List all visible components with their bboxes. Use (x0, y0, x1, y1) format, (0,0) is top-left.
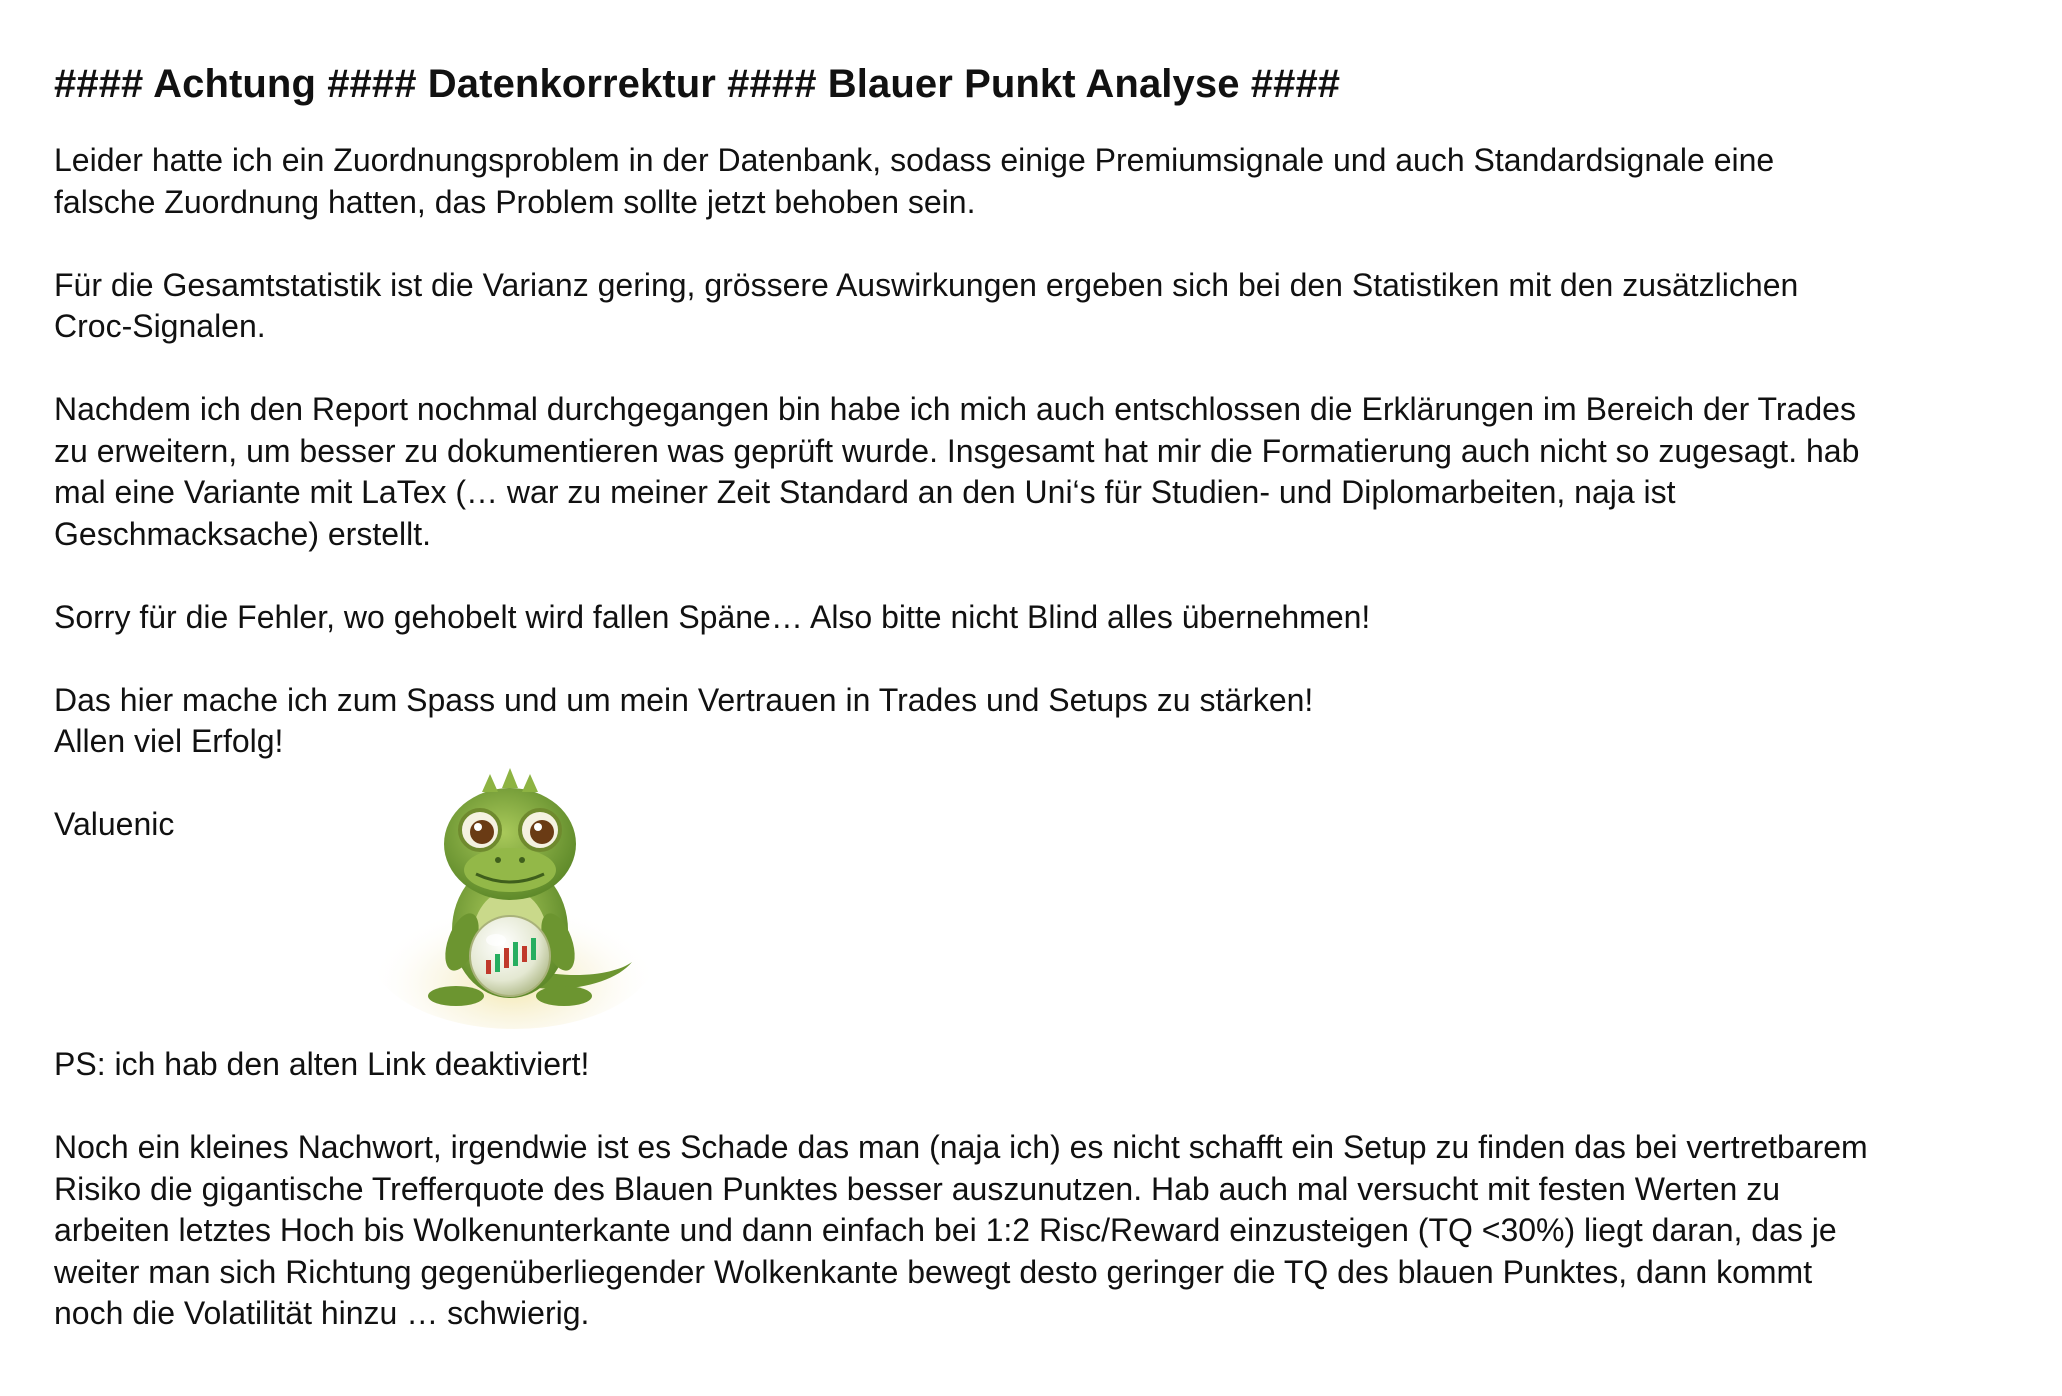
paragraph-line: arbeiten letztes Hoch bis Wolkenunterkante und dann einfach bei 1:2 Risc/Reward einzusteigen (TQ <30%) liegt daran, das je (54, 1212, 1837, 1248)
paragraph-line: Das hier mache ich zum Spass und um mein Vertrauen in Trades und Setups zu stärken! (54, 681, 1314, 718)
paragraph-line: Risiko die gigantische Trefferquote des Blauen Punktes besser auszunutzen. Hab auch mal versucht mit festen Werten zu (54, 1170, 1780, 1207)
paragraph-line: falsche Zuordnung hatten, das Problem sollte jetzt behoben sein. (54, 183, 976, 220)
paragraph-line: Für die Gesamtstatistik ist die Varianz gering, grössere Auswirkungen ergeben sich bei den Statistiken mit den zusätzlichen (54, 266, 1799, 303)
paragraph-line: Noch ein kleines Nachwort, irgendwie ist es Schade das man (naja ich) es nicht schafft ein Setup zu finden das bei vertretbarem (54, 1129, 1868, 1165)
crocodile-mascot-icon (364, 734, 664, 1034)
paragraph-line: weiter man sich Richtung gegenüberliegender Wolkenkante bewegt desto geringer die TQ des blauen Punktes, dann kommt (54, 1253, 1813, 1290)
ps-line: PS: ich hab den alten Link deaktiviert! (54, 1046, 590, 1082)
paragraph-line: noch die Volatilität hinzu … schwierig. (54, 1295, 590, 1331)
paragraph-line: Leider hatte ich ein Zuordnungsproblem in der Datenbank, sodass einige Premiumsignale und auch Standardsignale eine (54, 142, 1775, 178)
paragraph-line: Croc-Signalen. (54, 308, 266, 344)
document-page (54, 56, 2044, 1335)
paragraph-line: Nachdem ich den Report nochmal durchgegangen bin habe ich mich auch entschlossen die Erklärungen im Bereich der Trades (54, 391, 1856, 427)
signature: Valuenic (54, 806, 175, 842)
paragraph-line: zu erweitern, um besser zu dokumentieren was geprüft wurde. Insgesamt hat mir die Formatierung auch nicht so zugesagt. hab (54, 432, 1860, 469)
paragraph-line: Sorry für die Fehler, wo gehobelt wird fallen Späne… Also bitte nicht Blind alles übernehmen! (54, 598, 1371, 635)
paragraph-line: mal eine Variante mit LaTex (… war zu meiner Zeit Standard an den Uni‘s für Studien- und Diplomarbeiten, naja ist (54, 474, 1676, 510)
document-title: #### Achtung #### Datenkorrektur #### Blauer Punkt Analyse #### (54, 62, 1341, 106)
paragraph-line: Geschmacksache) erstellt. (54, 515, 432, 552)
paragraph-line: Allen viel Erfolg! (54, 723, 284, 759)
signature-row (54, 804, 2044, 1044)
